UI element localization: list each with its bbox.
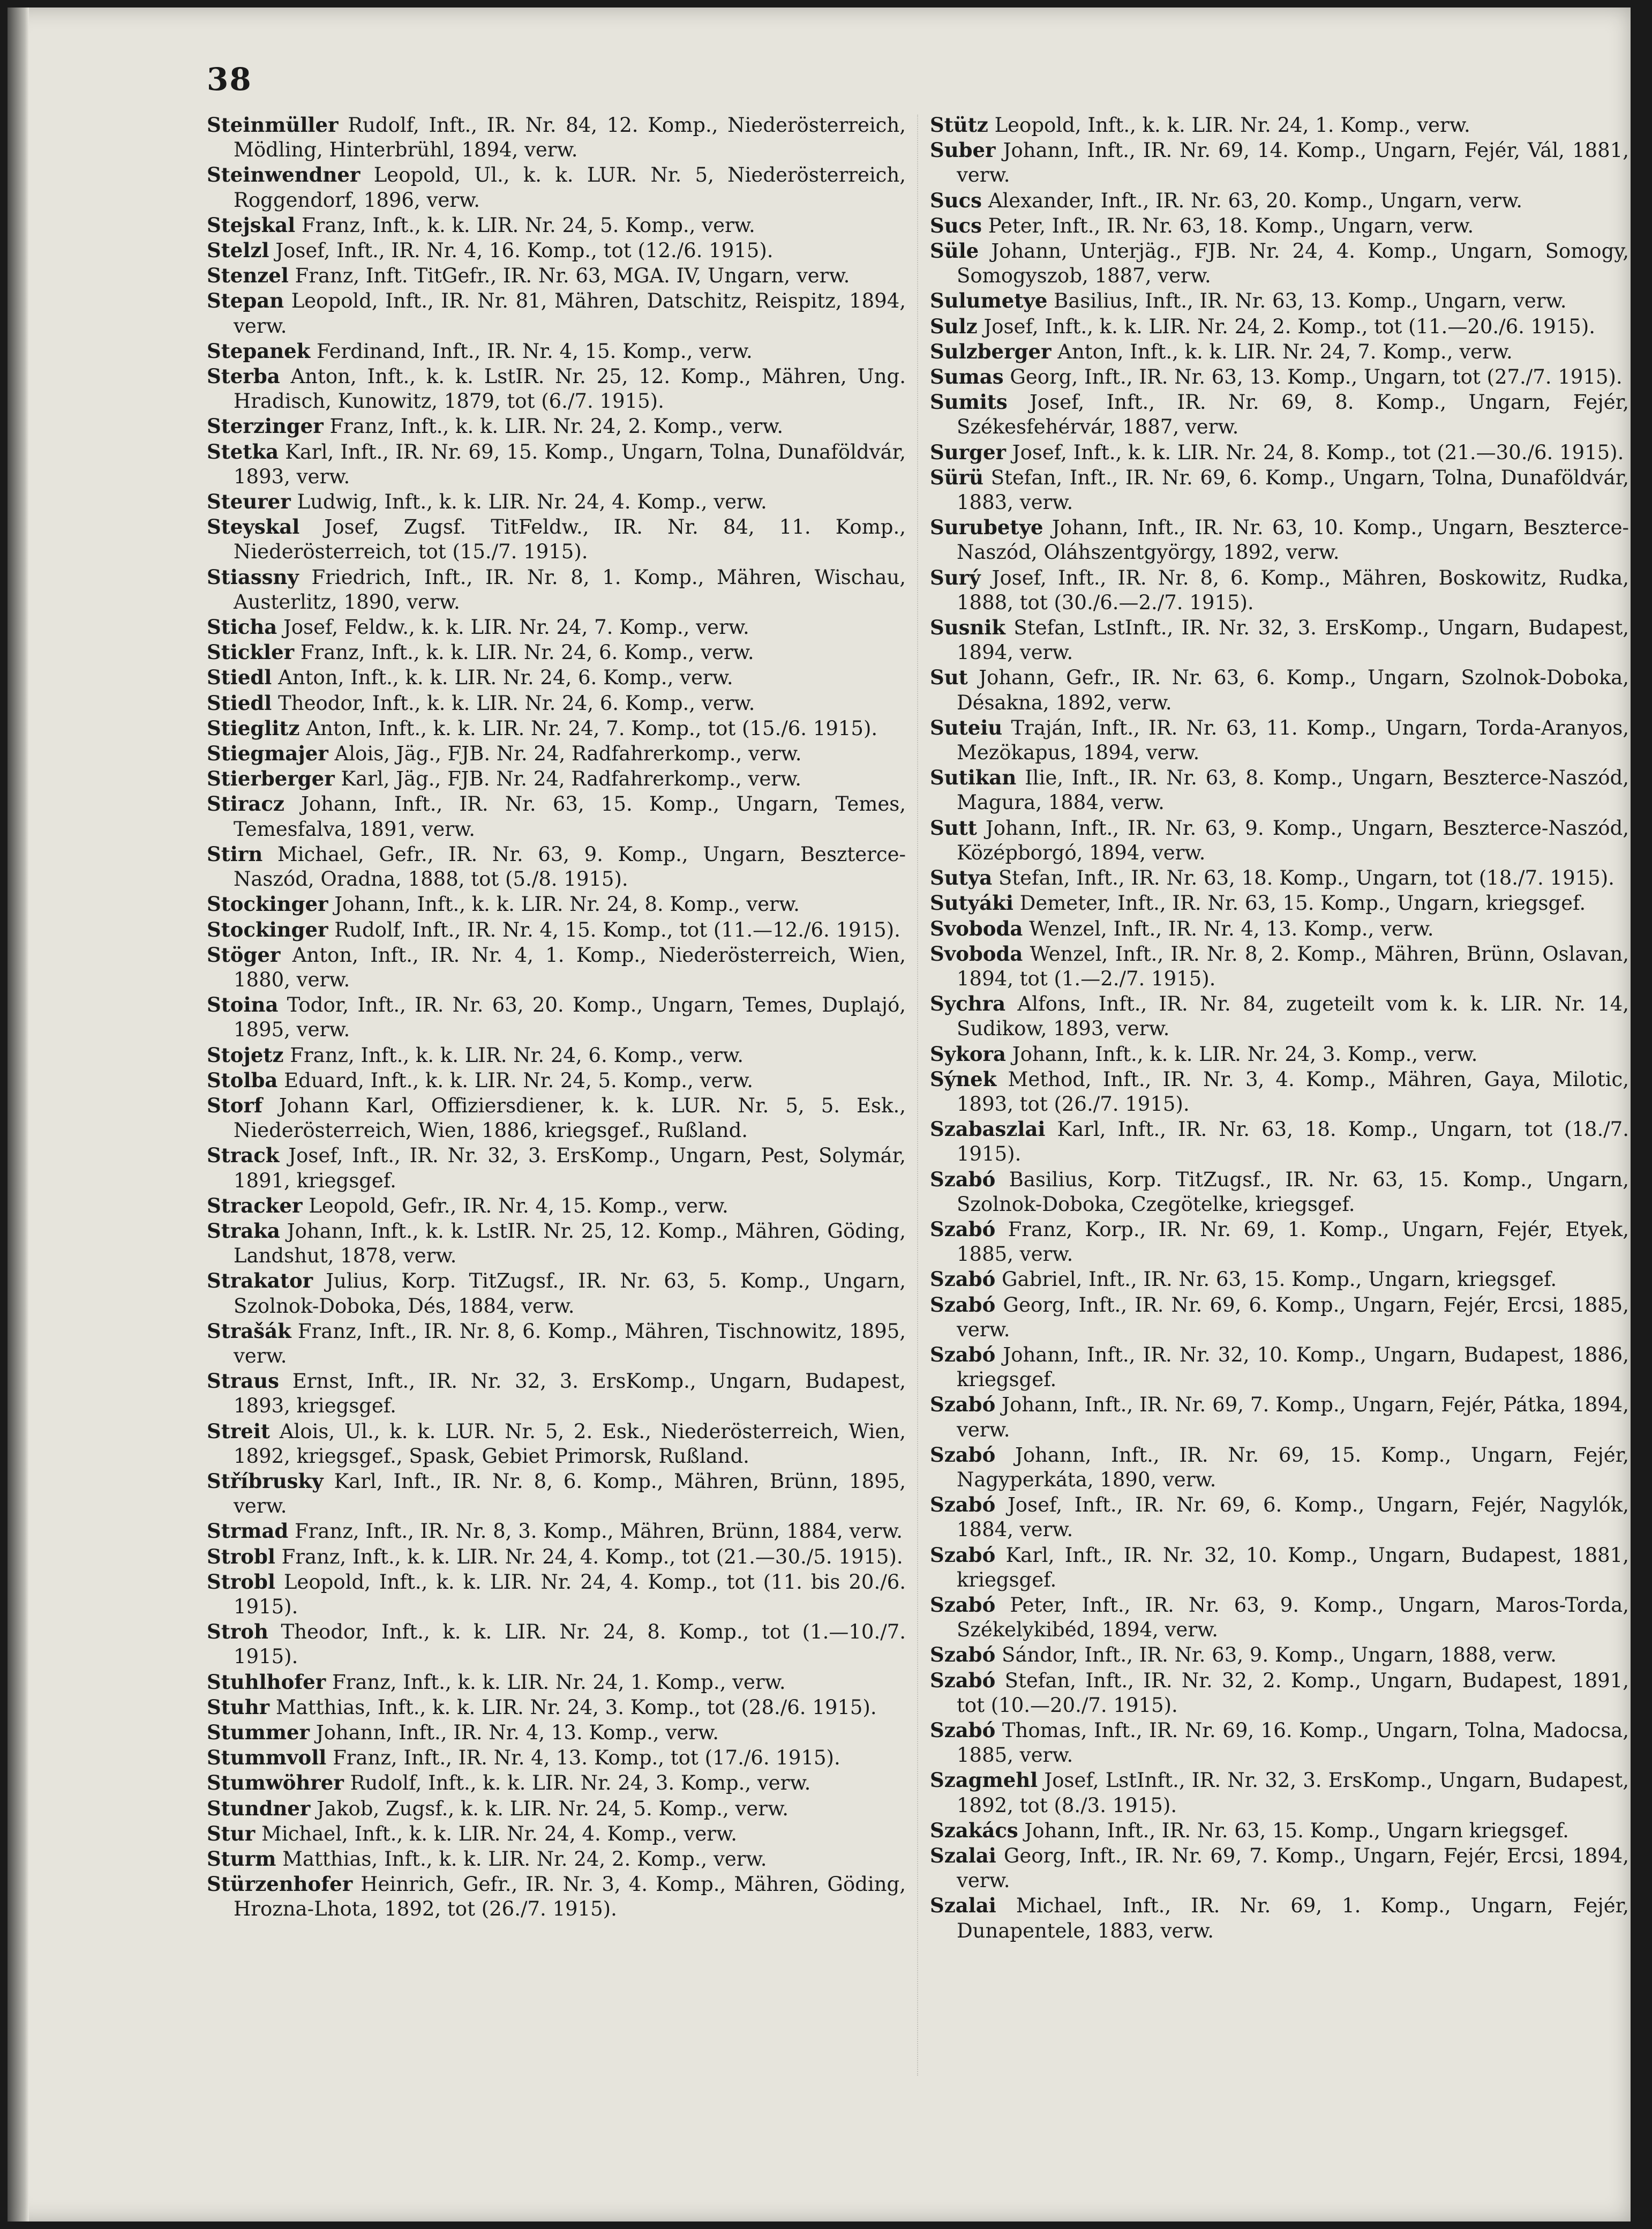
list-entry xyxy=(930,1843,1629,1893)
list-entry xyxy=(930,339,1629,364)
entry-details: Theodor, Inft., k. k. LIR. Nr. 24, 6. Komp., verw. xyxy=(272,691,755,715)
list-entry xyxy=(207,1745,906,1770)
entry-details: Franz, Inft., k. k. LIR. Nr. 24, 4. Komp., tot (21.—30./5. 1915). xyxy=(275,1545,903,1568)
entry-surname: Stütz xyxy=(930,113,988,137)
list-entry xyxy=(207,917,906,943)
entry-details: Ernst, Inft., IR. Nr. 32, 3. ErsKomp., Ungarn, Budapest, 1893, kriegsgef. xyxy=(234,1370,906,1418)
entry-details: Alfons, Inft., IR. Nr. 84, zugeteilt vom k. k. LIR. Nr. 14, Sudikow, 1893, verw. xyxy=(957,992,1629,1041)
entry-details: Franz, Inft., k. k. LIR. Nr. 24, 6. Komp., verw. xyxy=(283,1043,744,1067)
entry-surname: Stöger xyxy=(207,943,281,967)
entry-surname: Szalai xyxy=(930,1844,996,1868)
entry-details: Franz, Inft., k. k. LIR. Nr. 24, 5. Komp., verw. xyxy=(295,213,755,237)
list-entry xyxy=(207,1319,906,1368)
entry-surname: Stickler xyxy=(207,640,295,664)
list-entry xyxy=(930,765,1629,815)
entry-details: Alois, Jäg., FJB. Nr. 24, Radfahrerkomp., verw. xyxy=(328,742,802,766)
entry-details: Karl, Inft., IR. Nr. 8, 6. Komp., Mähren, Brünn, 1895, verw. xyxy=(234,1469,906,1518)
entry-details: Karl, Inft., IR. Nr. 69, 15. Komp., Ungarn, Tolna, Dunaföldvár, 1893, verw. xyxy=(234,440,906,488)
list-entry xyxy=(207,1519,906,1544)
entry-surname: Stur xyxy=(207,1821,256,1845)
entry-surname: Szabó xyxy=(930,1292,996,1317)
entry-details: Eduard, Inft., k. k. LIR. Nr. 24, 5. Komp., verw. xyxy=(277,1068,754,1092)
entry-details: Ludwig, Inft., k. k. LIR. Nr. 24, 4. Komp., verw. xyxy=(290,490,767,514)
entry-surname: Strašák xyxy=(207,1319,291,1343)
entry-surname: Szabó xyxy=(930,1493,996,1517)
entry-details: Johann, Inft., IR. Nr. 69, 14. Komp., Ungarn, Fejér, Vál, 1881, verw. xyxy=(957,139,1629,187)
entry-surname: Stoina xyxy=(207,993,279,1017)
list-entry xyxy=(207,716,906,741)
entry-details: Johann, Inft., IR. Nr. 63, 10. Komp., Ungarn, Beszterce-Naszód, Oláhszentgyörgy, 1892, verw. xyxy=(957,516,1629,564)
list-entry xyxy=(207,1796,906,1821)
right-column xyxy=(930,113,1629,1943)
list-entry xyxy=(207,1670,906,1695)
entry-details: Josef, Inft., k. k. LIR. Nr. 24, 8. Komp., tot (21.—30./6. 1915). xyxy=(1006,440,1624,464)
entry-surname: Stirn xyxy=(207,842,263,866)
entry-surname: Sýnek xyxy=(930,1067,997,1091)
entry-surname: Stumwöhrer xyxy=(207,1771,344,1795)
list-entry xyxy=(930,1718,1629,1768)
list-entry xyxy=(207,1068,906,1093)
list-entry xyxy=(207,1193,906,1218)
entry-surname: Stepanek xyxy=(207,339,311,363)
list-entry xyxy=(207,514,906,564)
list-entry xyxy=(930,213,1629,238)
entry-surname: Szabó xyxy=(930,1718,996,1742)
list-entry xyxy=(207,943,906,992)
entry-details: Michael, Inft., IR. Nr. 69, 1. Komp., Ungarn, Fejér, Dunapentele, 1883, verw. xyxy=(957,1894,1629,1942)
entry-surname: Strakator xyxy=(207,1269,313,1293)
entry-details: Basilius, Korp. TitZugsf., IR. Nr. 63, 15. Komp., Ungarn, Szolnok-Doboka, Czegötelke, kriegsgef. xyxy=(957,1168,1629,1216)
list-entry xyxy=(207,1619,906,1669)
entry-details: Franz, Inft., k. k. LIR. Nr. 24, 1. Komp., verw. xyxy=(326,1670,786,1694)
entry-details: Alexander, Inft., IR. Nr. 63, 20. Komp., Ungarn, verw. xyxy=(981,189,1522,212)
entry-surname: Stummvoll xyxy=(207,1746,327,1770)
entry-surname: Straus xyxy=(207,1369,280,1393)
list-entry xyxy=(930,1492,1629,1542)
entry-surname: Szabó xyxy=(930,1543,996,1567)
list-entry xyxy=(930,1668,1629,1718)
entry-details: Stefan, LstInft., IR. Nr. 32, 3. ErsKomp., Ungarn, Budapest, 1894, verw. xyxy=(957,616,1629,664)
entry-surname: Sulumetye xyxy=(930,289,1048,313)
entry-surname: Stojetz xyxy=(207,1043,284,1067)
list-entry xyxy=(207,1770,906,1796)
list-entry xyxy=(207,842,906,892)
entry-surname: Sturm xyxy=(207,1847,276,1871)
entry-surname: Szabó xyxy=(930,1167,996,1191)
list-entry xyxy=(930,665,1629,715)
list-entry xyxy=(930,565,1629,615)
list-entry xyxy=(930,440,1629,465)
column-gutter xyxy=(917,115,918,2076)
entry-details: Johann, Unterjäg., FJB. Nr. 24, 4. Komp., Ungarn, Somogy, Somogyszob, 1887, verw. xyxy=(957,240,1629,288)
entry-surname: Szabó xyxy=(930,1592,996,1617)
list-entry xyxy=(930,991,1629,1041)
entry-surname: Sterba xyxy=(207,364,280,388)
entry-surname: Stejskal xyxy=(207,213,296,237)
entry-details: Ilie, Inft., IR. Nr. 63, 8. Komp., Ungarn, Beszterce-Naszód, Magura, 1884, verw. xyxy=(957,766,1629,814)
entry-surname: Sucs xyxy=(930,188,982,212)
entry-details: Stefan, Inft., IR. Nr. 63, 18. Komp., Ungarn, tot (18./7. 1915). xyxy=(992,866,1615,890)
entry-surname: Sulzberger xyxy=(930,339,1052,363)
entry-surname: Szabó xyxy=(930,1217,996,1241)
list-entry xyxy=(207,741,906,766)
entry-details: Anton, Inft., k. k. LstIR. Nr. 25, 12. Komp., Mähren, Ung. Hradisch, Kunowitz, 1879, tot (6./7. 1915). xyxy=(234,365,906,413)
entry-details: Leopold, Ul., k. k. LUR. Nr. 5, Niederösterreich, Roggendorf, 1896, verw. xyxy=(234,163,906,212)
entry-details: Karl, Inft., IR. Nr. 32, 10. Komp., Ungarn, Budapest, 1881, kriegsgef. xyxy=(957,1543,1629,1591)
entry-surname: Stummer xyxy=(207,1721,310,1744)
entry-surname: Strack xyxy=(207,1143,280,1168)
entry-surname: Sychra xyxy=(930,992,1006,1016)
list-entry xyxy=(207,1872,906,1921)
entry-surname: Stieglitz xyxy=(207,716,300,740)
entry-details: Johann, Inft., k. k. LstIR. Nr. 25, 12. Komp., Mähren, Göding, Landshut, 1878, verw. xyxy=(234,1219,906,1268)
list-entry xyxy=(207,1268,906,1318)
list-entry xyxy=(207,691,906,716)
list-entry xyxy=(207,213,906,238)
entry-surname: Stelzl xyxy=(207,238,269,263)
entry-details: Leopold, Inft., k. k. LIR. Nr. 24, 4. Komp., tot (11. bis 20./6. 1915). xyxy=(234,1570,906,1618)
entry-details: Sándor, Inft., IR. Nr. 63, 9. Komp., Ungarn, 1888, verw. xyxy=(995,1643,1557,1667)
entry-surname: Stockinger xyxy=(207,892,328,916)
entry-surname: Stürzenhofer xyxy=(207,1872,353,1896)
entry-details: Josef, Zugsf. TitFeldw., IR. Nr. 84, 11. Komp., Niederösterreich, tot (15./7. 1915). xyxy=(234,515,906,564)
entry-details: Julius, Korp. TitZugsf., IR. Nr. 63, 5. Komp., Ungarn, Szolnok-Doboka, Dés, 1884, verw. xyxy=(234,1269,906,1318)
entry-details: Josef, Inft., IR. Nr. 69, 6. Komp., Ungarn, Fejér, Nagylók, 1884, verw. xyxy=(957,1493,1629,1542)
entry-surname: Svoboda xyxy=(930,916,1023,940)
entry-details: Franz, Inft., IR. Nr. 4, 13. Komp., tot (17./6. 1915). xyxy=(326,1746,840,1770)
entry-surname: Stenzel xyxy=(207,264,289,288)
entry-details: Michael, Inft., k. k. LIR. Nr. 24, 4. Komp., verw. xyxy=(255,1822,737,1845)
list-entry xyxy=(930,515,1629,565)
entry-details: Franz, Inft., IR. Nr. 8, 6. Komp., Mähren, Tischnowitz, 1895, verw. xyxy=(234,1319,906,1367)
entry-surname: Szabó xyxy=(930,1643,996,1667)
entry-surname: Szabó xyxy=(930,1668,996,1692)
entry-surname: Stiedl xyxy=(207,665,272,690)
entry-details: Franz, Inft., IR. Nr. 8, 3. Komp., Mähren, Brünn, 1884, verw. xyxy=(288,1520,903,1543)
list-entry xyxy=(207,364,906,414)
entry-surname: Sucs xyxy=(930,213,982,237)
left-column xyxy=(207,113,906,1922)
entry-details: Georg, Inft., IR. Nr. 63, 13. Komp., Ungarn, tot (27./7. 1915). xyxy=(1003,365,1623,389)
list-entry xyxy=(207,263,906,288)
entry-surname: Suteiu xyxy=(930,715,1003,739)
list-entry xyxy=(930,465,1629,515)
list-entry xyxy=(930,314,1629,339)
list-entry xyxy=(930,891,1629,916)
entry-details: Rudolf, Inft., k. k. LIR. Nr. 24, 3. Komp., verw. xyxy=(343,1771,811,1795)
entry-details: Franz, Korp., IR. Nr. 69, 1. Komp., Ungarn, Fejér, Etyek, 1885, verw. xyxy=(957,1217,1629,1266)
entry-details: Johann, Inft., IR. Nr. 32, 10. Komp., Ungarn, Budapest, 1886, kriegsgef. xyxy=(957,1343,1629,1392)
list-entry xyxy=(930,615,1629,665)
entry-surname: Szabó xyxy=(930,1267,996,1291)
list-entry xyxy=(930,1042,1629,1067)
entry-surname: Sykora xyxy=(930,1042,1007,1066)
entry-surname: Szabó xyxy=(930,1442,996,1467)
list-entry xyxy=(930,1642,1629,1667)
entry-surname: Straka xyxy=(207,1218,280,1243)
entry-details: Friedrich, Inft., IR. Nr. 8, 1. Komp., Mähren, Wischau, Austerlitz, 1890, verw. xyxy=(234,565,906,614)
list-entry xyxy=(207,1093,906,1143)
list-entry xyxy=(207,1419,906,1469)
entry-surname: Sut xyxy=(930,665,968,690)
list-entry xyxy=(207,113,906,162)
entry-surname: Susnik xyxy=(930,616,1006,640)
entry-surname: Szakács xyxy=(930,1818,1018,1842)
entry-details: Josef, Inft., IR. Nr. 32, 3. ErsKomp., Ungarn, Pest, Solymár, 1891, kriegsgef. xyxy=(234,1144,906,1192)
page-number: 38 xyxy=(207,61,252,98)
entry-details: Rudolf, Inft., IR. Nr. 84, 12. Komp., Niederösterreich, Mödling, Hinterbrühl, 1894, verw. xyxy=(234,114,906,162)
entry-surname: Stierberger xyxy=(207,767,335,791)
entry-details: Johann, Inft., k. k. LIR. Nr. 24, 8. Komp., verw. xyxy=(328,893,800,916)
entry-surname: Szagmehl xyxy=(930,1768,1038,1792)
document-page xyxy=(7,8,1631,2221)
entry-surname: Stiracz xyxy=(207,792,284,816)
list-entry xyxy=(930,816,1629,865)
entry-surname: Stockinger xyxy=(207,917,328,941)
entry-surname: Sulz xyxy=(930,314,978,338)
list-entry xyxy=(207,1469,906,1519)
entry-surname: Surubetye xyxy=(930,515,1043,540)
entry-surname: Stuhlhofer xyxy=(207,1670,326,1694)
entry-details: Johann, Inft., IR. Nr. 69, 15. Komp., Ungarn, Fejér, Nagyperkáta, 1890, verw. xyxy=(957,1443,1629,1491)
list-entry xyxy=(930,238,1629,288)
entry-surname: Stříbrusky xyxy=(207,1469,324,1493)
entry-details: Johann, Inft., k. k. LIR. Nr. 24, 3. Komp., verw. xyxy=(1006,1042,1478,1066)
entry-details: Josef, Inft., IR. Nr. 69, 8. Komp., Ungarn, Fejér, Székesfehérvár, 1887, verw. xyxy=(957,391,1629,439)
entry-surname: Stiegmajer xyxy=(207,742,328,766)
entry-details: Stefan, Inft., IR. Nr. 69, 6. Komp., Ungarn, Tolna, Dunaföldvár, 1883, verw. xyxy=(957,466,1629,514)
entry-surname: Strmad xyxy=(207,1519,289,1543)
list-entry xyxy=(930,1442,1629,1492)
entry-details: Leopold, Gefr., IR. Nr. 4, 15. Komp., verw. xyxy=(302,1194,729,1217)
entry-surname: Stepan xyxy=(207,289,284,313)
entry-surname: Sutyáki xyxy=(930,891,1013,915)
entry-details: Johann, Inft., IR. Nr. 63, 15. Komp., Ungarn, Temes, Temesfalva, 1891, verw. xyxy=(234,792,906,841)
list-entry xyxy=(930,1342,1629,1392)
list-entry xyxy=(930,1267,1629,1292)
entry-details: Peter, Inft., IR. Nr. 63, 9. Komp., Ungarn, Maros-Torda, Székelykibéd, 1894, verw. xyxy=(957,1593,1629,1642)
list-entry xyxy=(930,1392,1629,1442)
entry-details: Josef, Inft., IR. Nr. 4, 16. Komp., tot (12./6. 1915). xyxy=(269,239,774,263)
entry-details: Heinrich, Gefr., IR. Nr. 3, 4. Komp., Mähren, Göding, Hrozna-Lhota, 1892, tot (26./7. 1915). xyxy=(234,1873,906,1921)
entry-details: Josef, Inft., IR. Nr. 8, 6. Komp., Mähren, Boskowitz, Rudka, 1888, tot (30./6.—2./7. 1915). xyxy=(957,566,1629,614)
list-entry xyxy=(930,1217,1629,1267)
list-entry xyxy=(207,1143,906,1193)
entry-details: Demeter, Inft., IR. Nr. 63, 15. Komp., Ungarn, kriegsgef. xyxy=(1013,892,1586,915)
entry-surname: Stroh xyxy=(207,1620,268,1644)
list-entry xyxy=(930,715,1629,765)
list-entry xyxy=(207,1544,906,1569)
list-entry xyxy=(930,1768,1629,1817)
entry-details: Anton, Inft., k. k. LIR. Nr. 24, 7. Komp., tot (15./6. 1915). xyxy=(299,716,878,740)
list-entry xyxy=(930,941,1629,991)
entry-surname: Sticha xyxy=(207,615,277,639)
entry-details: Wenzel, Inft., IR. Nr. 8, 2. Komp., Mähren, Brünn, Oslavan, 1894, tot (1.—2./7. 1915). xyxy=(957,942,1629,990)
entry-surname: Szabó xyxy=(930,1342,996,1366)
entry-surname: Strobl xyxy=(207,1569,275,1594)
list-entry xyxy=(930,1067,1629,1117)
entry-details: Peter, Inft., IR. Nr. 63, 18. Komp., Ungarn, verw. xyxy=(981,214,1474,237)
entry-details: Franz, Inft. TitGefr., IR. Nr. 63, MGA. IV, Ungarn, verw. xyxy=(288,264,850,288)
list-entry xyxy=(207,1218,906,1268)
entry-surname: Szabó xyxy=(930,1393,996,1417)
entry-details: Anton, Inft., k. k. LIR. Nr. 24, 6. Komp., verw. xyxy=(272,666,733,690)
entry-surname: Szabaszlai xyxy=(930,1117,1046,1141)
list-entry xyxy=(930,1543,1629,1592)
entry-details: Josef, Inft., k. k. LIR. Nr. 24, 2. Komp., tot (11.—20./6. 1915). xyxy=(977,315,1596,338)
entry-details: Ferdinand, Inft., IR. Nr. 4, 15. Komp., verw. xyxy=(310,339,753,363)
entry-surname: Stracker xyxy=(207,1193,303,1217)
entry-surname: Surger xyxy=(930,440,1007,464)
list-entry xyxy=(207,1368,906,1418)
entry-details: Johann, Inft., IR. Nr. 69, 7. Komp., Ungarn, Fejér, Pátka, 1894, verw. xyxy=(957,1393,1629,1441)
entry-surname: Süle xyxy=(930,239,979,263)
entry-surname: Stetka xyxy=(207,439,279,463)
entry-details: Rudolf, Inft., IR. Nr. 4, 15. Komp., tot (11.—12./6. 1915). xyxy=(328,918,900,941)
entry-details: Johann Karl, Offiziersdiener, k. k. LUR. Nr. 5, 5. Esk., Niederösterreich, Wien, 1886, kriegsgef., Rußland. xyxy=(234,1094,906,1142)
entry-surname: Sumits xyxy=(930,390,1008,414)
entry-details: Josef, LstInft., IR. Nr. 32, 3. ErsKomp., Ungarn, Budapest, 1892, tot (8./3. 1915). xyxy=(957,1769,1629,1817)
entry-surname: Sürü xyxy=(930,465,984,489)
list-entry xyxy=(207,766,906,791)
list-entry xyxy=(930,390,1629,439)
entry-surname: Stuhr xyxy=(207,1695,270,1719)
list-entry xyxy=(207,414,906,439)
list-entry xyxy=(207,615,906,640)
list-entry xyxy=(930,1167,1629,1217)
entry-details: Matthias, Inft., k. k. LIR. Nr. 24, 3. Komp., tot (28./6. 1915). xyxy=(269,1695,877,1719)
entry-details: Method, Inft., IR. Nr. 3, 4. Komp., Mähren, Gaya, Milotic, 1893, tot (26./7. 1915). xyxy=(957,1067,1629,1116)
entry-surname: Szalai xyxy=(930,1894,996,1918)
entry-surname: Streit xyxy=(207,1419,270,1443)
entry-surname: Strobl xyxy=(207,1544,275,1568)
list-entry xyxy=(930,288,1629,313)
entry-surname: Stolba xyxy=(207,1068,278,1092)
list-entry xyxy=(930,1592,1629,1642)
entry-surname: Surý xyxy=(930,565,981,589)
entry-details: Wenzel, Inft., IR. Nr. 4, 13. Komp., verw. xyxy=(1023,917,1434,940)
list-entry xyxy=(207,1043,906,1068)
list-entry xyxy=(207,1569,906,1619)
entry-surname: Sutya xyxy=(930,866,993,890)
list-entry xyxy=(930,1818,1629,1843)
entry-details: Johann, Inft., IR. Nr. 63, 15. Komp., Ungarn kriegsgef. xyxy=(1018,1819,1569,1842)
list-entry xyxy=(930,138,1629,188)
entry-details: Todor, Inft., IR. Nr. 63, 20. Komp., Ungarn, Temes, Duplajó, 1895, verw. xyxy=(234,993,906,1042)
entry-details: Leopold, Inft., k. k. LIR. Nr. 24, 1. Komp., verw. xyxy=(988,114,1470,137)
entry-surname: Steinwendner xyxy=(207,163,361,187)
entry-surname: Suber xyxy=(930,138,996,162)
entry-details: Theodor, Inft., k. k. LIR. Nr. 24, 8. Komp., tot (1.—10./7. 1915). xyxy=(234,1620,906,1669)
entry-details: Thomas, Inft., IR. Nr. 69, 16. Komp., Ungarn, Tolna, Madocsa, 1885, verw. xyxy=(957,1719,1629,1767)
entry-details: Georg, Inft., IR. Nr. 69, 6. Komp., Ungarn, Fejér, Ercsi, 1885, verw. xyxy=(957,1293,1629,1341)
entry-surname: Sumas xyxy=(930,365,1004,389)
list-entry xyxy=(930,188,1629,213)
entry-surname: Steyskal xyxy=(207,515,300,539)
list-entry xyxy=(207,1821,906,1846)
entry-details: Franz, Inft., k. k. LIR. Nr. 24, 6. Komp., verw. xyxy=(294,641,754,664)
entry-surname: Storf xyxy=(207,1093,262,1117)
entry-details: Georg, Inft., IR. Nr. 69, 7. Komp., Ungarn, Fejér, Ercsi, 1894, verw. xyxy=(957,1844,1629,1893)
list-entry xyxy=(930,1117,1629,1166)
list-entry xyxy=(930,364,1629,390)
entry-details: Johann, Inft., IR. Nr. 4, 13. Komp., verw. xyxy=(310,1721,719,1744)
entry-surname: Steurer xyxy=(207,490,291,514)
entry-details: Leopold, Inft., IR. Nr. 81, Mähren, Datschitz, Reispitz, 1894, verw. xyxy=(234,289,906,338)
list-entry xyxy=(207,1695,906,1720)
entry-details: Johann, Inft., IR. Nr. 63, 9. Komp., Ungarn, Beszterce-Naszód, Középborgó, 1894, verw. xyxy=(957,816,1629,864)
entry-surname: Sterzinger xyxy=(207,414,324,438)
entry-details: Stefan, Inft., IR. Nr. 32, 2. Komp., Ungarn, Budapest, 1891, tot (10.—20./7. 1915). xyxy=(957,1669,1629,1717)
entry-details: Basilius, Inft., IR. Nr. 63, 13. Komp., Ungarn, verw. xyxy=(1047,289,1567,313)
list-entry xyxy=(930,916,1629,941)
entry-details: Johann, Gefr., IR. Nr. 63, 6. Komp., Ungarn, Szolnok-Doboka, Désakna, 1892, verw. xyxy=(957,666,1629,714)
page-binding-shadow xyxy=(7,8,29,2221)
entry-details: Jakob, Zugsf., k. k. LIR. Nr. 24, 5. Komp., verw. xyxy=(310,1797,789,1820)
list-entry xyxy=(207,1846,906,1872)
entry-details: Karl, Jäg., FJB. Nr. 24, Radfahrerkomp., verw. xyxy=(334,767,802,791)
list-entry xyxy=(207,640,906,665)
list-entry xyxy=(207,892,906,917)
entry-surname: Svoboda xyxy=(930,941,1023,966)
list-entry xyxy=(930,113,1629,138)
list-entry xyxy=(930,865,1629,891)
entry-details: Anton, Inft., IR. Nr. 4, 1. Komp., Niederösterreich, Wien, 1880, verw. xyxy=(234,943,906,991)
list-entry xyxy=(207,288,906,338)
entry-surname: Steinmüller xyxy=(207,113,339,137)
entry-details: Karl, Inft., IR. Nr. 63, 18. Komp., Ungarn, tot (18./7. 1915). xyxy=(957,1118,1629,1166)
list-entry xyxy=(207,238,906,263)
list-entry xyxy=(207,565,906,615)
list-entry xyxy=(207,439,906,489)
list-entry xyxy=(207,665,906,690)
entry-surname: Sutt xyxy=(930,816,977,840)
list-entry xyxy=(207,992,906,1042)
entry-details: Michael, Gefr., IR. Nr. 63, 9. Komp., Ungarn, Beszterce-Naszód, Oradna, 1888, tot (5./8. 1915). xyxy=(234,842,906,891)
entry-surname: Sutikan xyxy=(930,766,1017,790)
list-entry xyxy=(207,1720,906,1745)
entry-details: Franz, Inft., k. k. LIR. Nr. 24, 2. Komp., verw. xyxy=(323,415,784,438)
entry-details: Anton, Inft., k. k. LIR. Nr. 24, 7. Komp., verw. xyxy=(1051,340,1513,363)
entry-details: Josef, Feldw., k. k. LIR. Nr. 24, 7. Komp., verw. xyxy=(277,616,749,639)
entry-surname: Stundner xyxy=(207,1796,311,1820)
entry-details: Traján, Inft., IR. Nr. 63, 11. Komp., Ungarn, Torda-Aranyos, Mezökapus, 1894, verw. xyxy=(957,716,1629,765)
list-entry xyxy=(930,1292,1629,1342)
list-entry xyxy=(207,791,906,841)
list-entry xyxy=(207,339,906,364)
entry-surname: Stiedl xyxy=(207,691,272,715)
list-entry xyxy=(207,162,906,212)
list-entry xyxy=(930,1893,1629,1943)
entry-details: Matthias, Inft., k. k. LIR. Nr. 24, 2. Komp., verw. xyxy=(276,1847,767,1871)
entry-details: Gabriel, Inft., IR. Nr. 63, 15. Komp., Ungarn, kriegsgef. xyxy=(995,1268,1557,1291)
entry-surname: Stiassny xyxy=(207,565,299,589)
list-entry xyxy=(207,489,906,514)
entry-details: Alois, Ul., k. k. LUR. Nr. 5, 2. Esk., Niederösterreich, Wien, 1892, kriegsgef., Spask, Gebiet Primorsk, Rußland. xyxy=(234,1419,906,1468)
